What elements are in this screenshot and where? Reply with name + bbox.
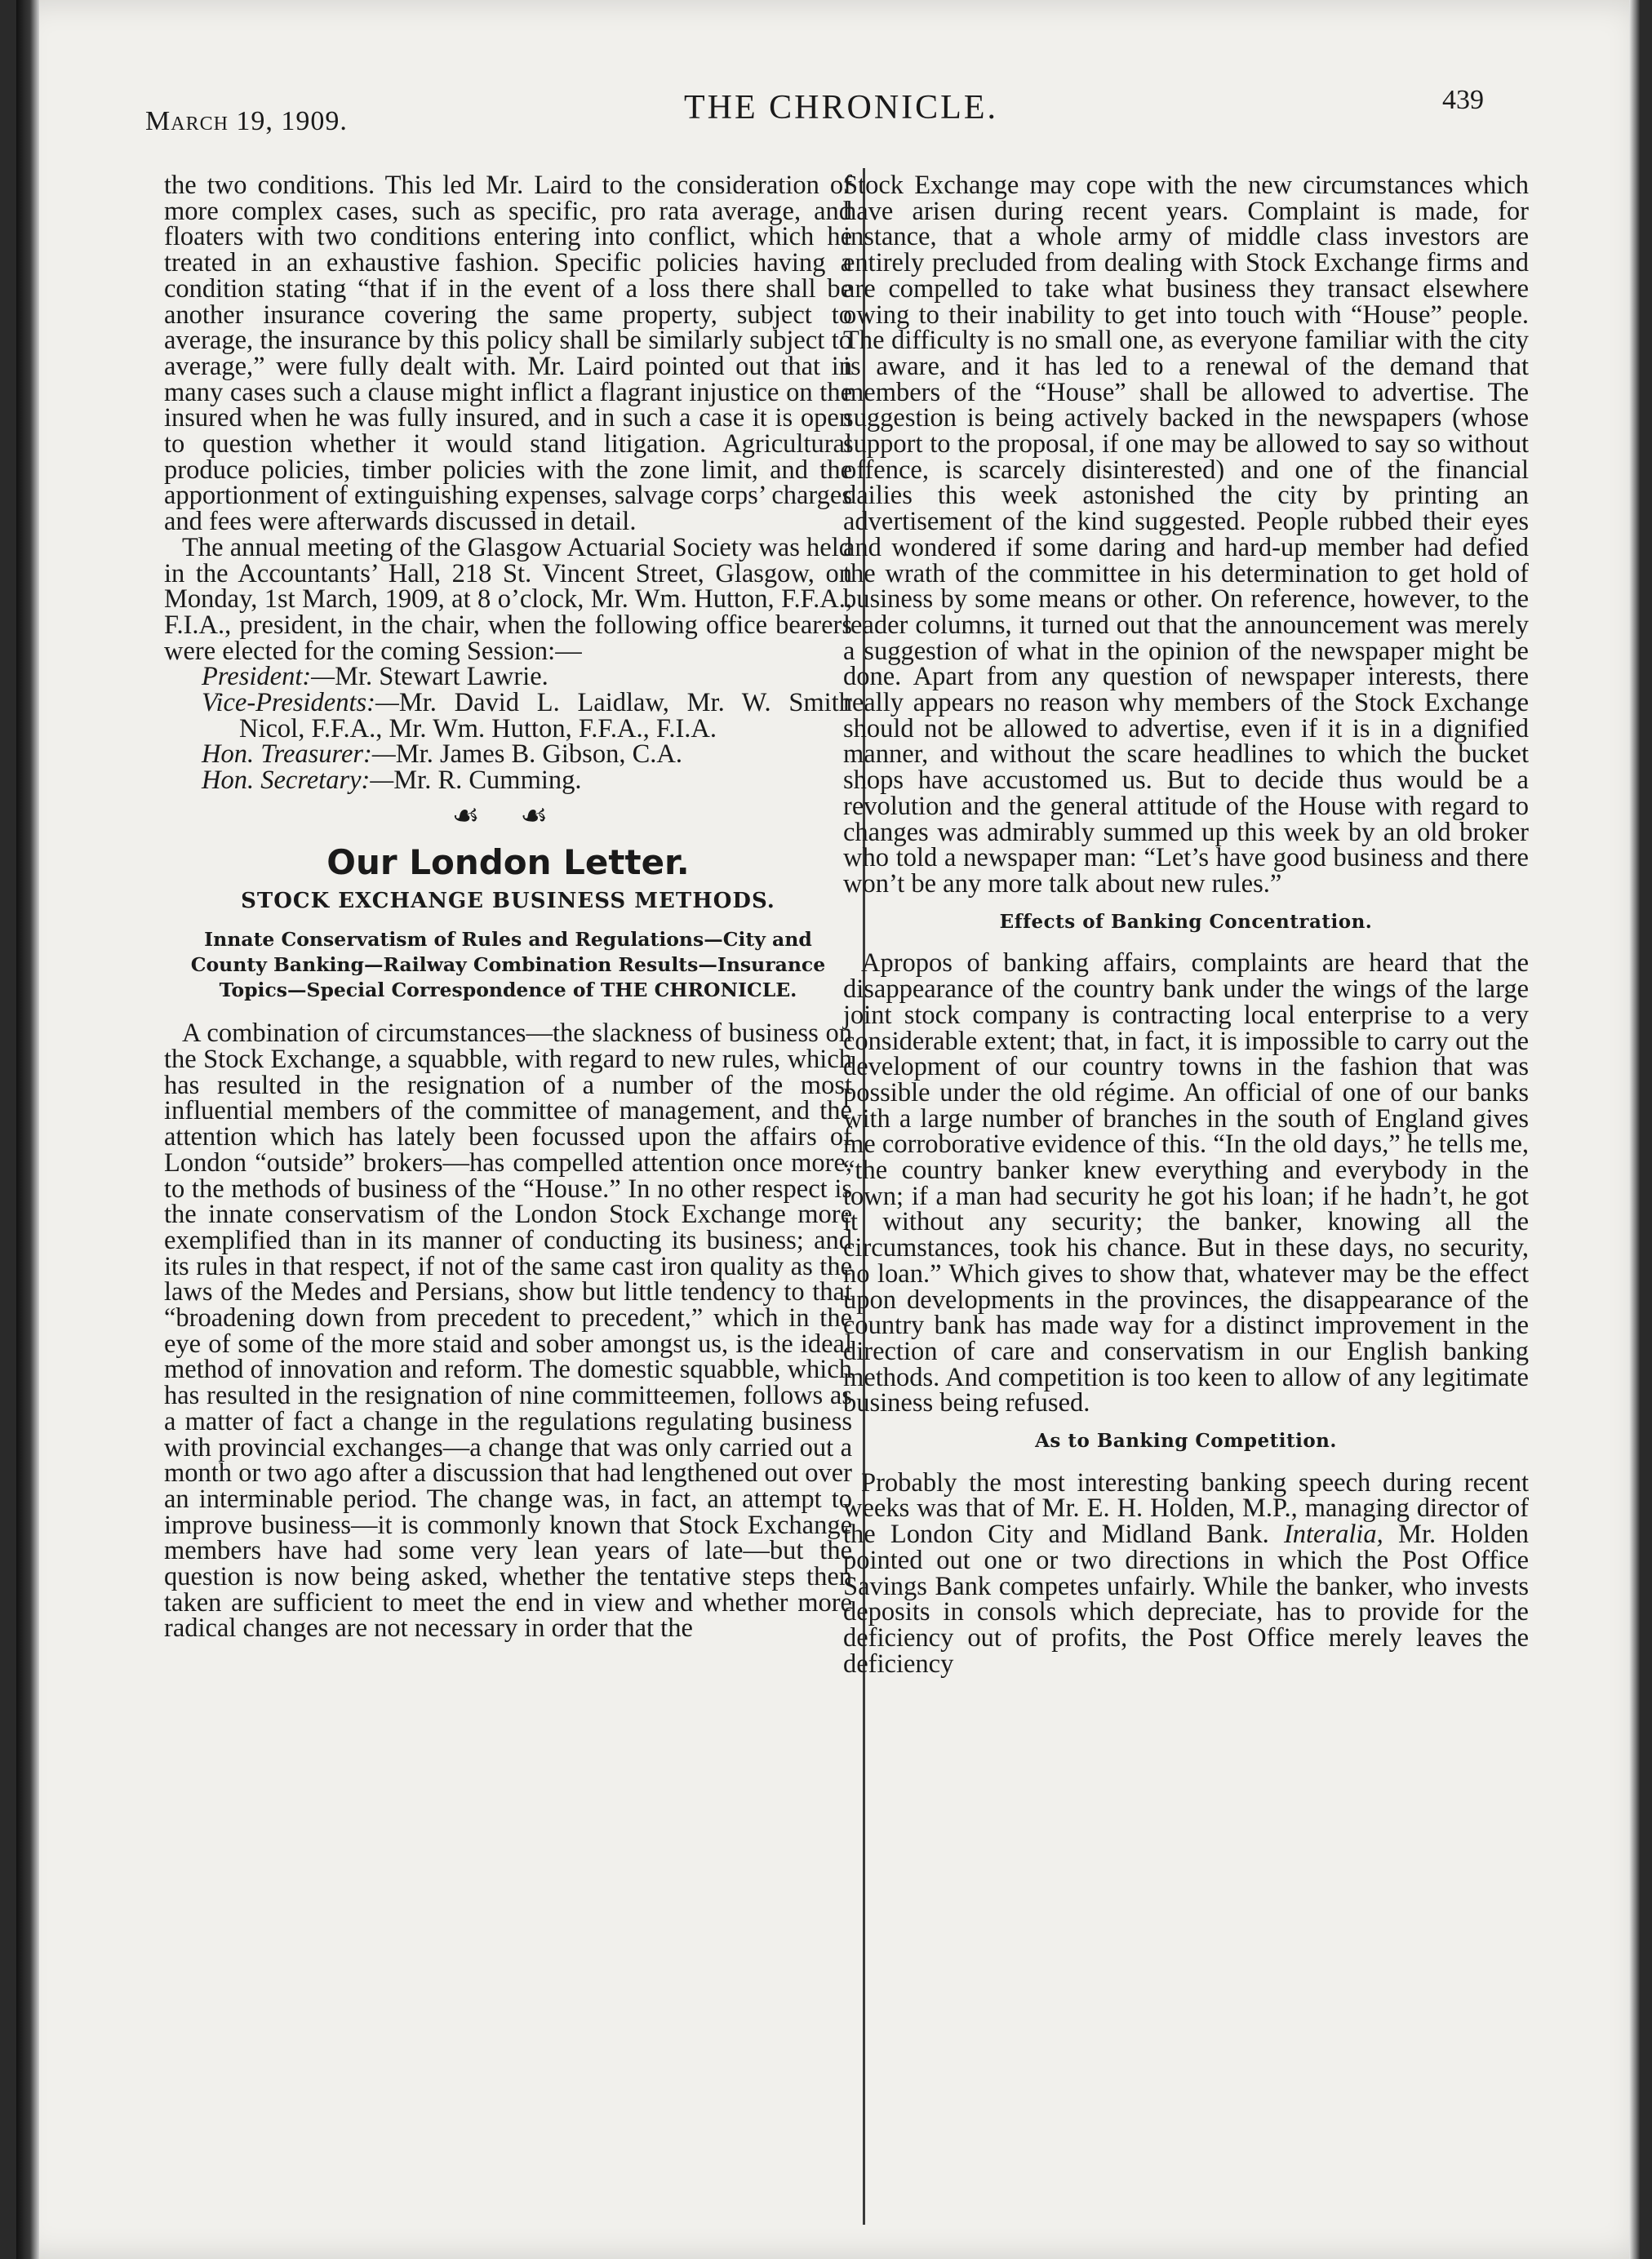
- left-column: [164, 173, 852, 1642]
- officer-role: Hon. Treasurer:—: [202, 739, 396, 770]
- text-run: Mr. Holden pointed out one or two directions in which the Post Office Savings Bank competes unfairly. While the banker, who invests deposits in consols which depreciate, has to provide for the deficiency out of profits, the Post Office merely leaves the deficiency: [843, 1520, 1529, 1679]
- paragraph-stock-exchange-continued: Stock Exchange may cope with the new circumstances which have arisen during recent years. Complaint is made, for instance, that a whole army of middle class investors are entirely precluded from dealing with Stock Exchange firms and are compelled to take what business they transact elsewhere owing to their inability to get into touch with “House” people. The difficulty is no small one, as everyone familiar with the city is aware, and it has led to a renewal of the demand that members of the “House” shall be allowed to advertise. The suggestion is being actively backed in the newspapers (whose support to the proposal, if one may be allowed to say so without offence, is scarcely disinterested) and one of the financial dailies this week astonished the city by printing an advertisement of the kind suggested. People rubbed their eyes and wondered if some daring and hard-up member had defied the wrath of the committee in his determination to get hold of business by some means or other. On reference, however, to the leader columns, it turned out that the announcement was merely a suggestion of what in the opinion of the newspaper might be done. Apart from any question of newspaper interests, there really appears no reason why members of the Stock Exchange should not be allowed to advertise, even if it is in a dignified manner, and without the scare headlines to which the bucket shops have accustomed us. But to decide thus would be a revolution and the general attitude of the House with regard to changes was admirably summed up this week by an old broker who told a newspaper man: “Let’s have good business and there won’t be any more talk about new rules.”: [843, 171, 1529, 899]
- paragraph-banking-concentration: Apropos of banking affairs, complaints are heard that the disappearance of the country bank under the wings of the large joint stock company is contracting local enterprise to a very considerable extent; that, in fact, it is impossible to carry out the development of our country towns in the fashion that was possible under the old régime. An official of one of our banks with a large number of branches in the south of England gives me corroborative evidence of this. “In the old days,” he tells me, “the country banker knew everything and everybody in the town; if a man had security he got his loan; if he hadn’t, he got it without any security; the banker, knowing all the circumstances, took his chance. But in these days, no security, no loan.” Which gives to show that, whatever may be the effect upon developments in the provinces, the disappearance of the country bank has made way for a distinct improvement in the direction of care and conservatism in our English banking methods. And competition is too keen to allow of any legitimate business being refused.: [843, 948, 1529, 1418]
- paragraph-glasgow-meeting: The annual meeting of the Glasgow Actuarial Society was held in the Accountants’ Hall, 218 St. Vincent Street, Glasgow, on Monday, 1st March, 1909, at 8 o’clock, Mr. Wm. Hutton, F.F.A., F.I.A., president, in the chair, when the following office bearers were elected for the coming Session:—: [164, 532, 852, 666]
- page-edge: [1629, 0, 1641, 2259]
- page-header: [145, 82, 1484, 139]
- subhead-banking-competition: As to Banking Competition.: [1035, 1430, 1337, 1453]
- officer-vice-presidents: [202, 690, 852, 742]
- officer-president: [202, 664, 852, 690]
- subhead-banking-concentration: Effects of Banking Concentration.: [999, 910, 1373, 933]
- section-title: Our London Letter.: [326, 841, 690, 882]
- newspaper-page: [16, 0, 1641, 2259]
- paragraph-stock-exchange: A combination of circumstances—the slackness of business on the Stock Exchange, a squabble, with regard to new rules, which has resulted in the resignation of a number of the most influential members of the committee of management, and the attention which has lately been focussed upon the affairs of London “outside” brokers—has compelled attention once more, to the methods of business of the “House.” In no other respect is the innate conservatism of the London Stock Exchange more exemplified than in its manner of conducting its business; and its rules in that respect, if not of the same cast iron quality as the laws of the Medes and Persians, show but little tendency to that “broadening down from precedent to precedent,” which in the eye of some of the more staid and sober amongst us, is the ideal method of innovation and reform. The domestic squabble, which has resulted in the resignation of nine committeemen, follows as a matter of fact a change in the regulations regulating business with provincial exchanges—a change that was only carried out a month or two ago after a discussion that had lengthened out over an interminable period. The change was, in fact, an attempt to improve business—it is commonly known that Stock Exchange members have had some very lean years of late—but the question is now being asked, whether the tentative steps then taken are sufficient to meet the end in view and whether more radical changes are not necessary in order that the: [164, 1019, 852, 1644]
- paragraph-banking-competition: [843, 1467, 1529, 1679]
- right-column: [843, 173, 1529, 1677]
- officer-role: Vice-Presidents:—: [202, 688, 399, 718]
- binding-edge: [16, 0, 39, 2259]
- header-date: March 19, 1909.: [145, 106, 348, 136]
- officer-treasurer: [202, 739, 852, 770]
- officer-secretary: [202, 768, 852, 794]
- officer-role: Hon. Secretary:—: [202, 766, 394, 796]
- paragraph-laird-conditions: the two conditions. This led Mr. Laird to the consideration of more complex cases, such as specific, pro rata average, and floaters with two conditions entering into conflict, which he treated in an exhaustive fashion. Specific policies having a condition stating “that if in the event of a loss there shall be another insurance covering the same property, subject to average, the insurance by this policy shall be similarly subject to average,” were fully dealt with. Mr. Laird pointed out that in many cases such a clause might inflict a flagrant injustice on the insured when he was fully insured, and in such a case it is open to question whether it would stand litigation. Agricultural produce policies, timber policies with the zone limit, and the apportionment of extinguishing expenses, salvage corps’ charges and fees were afterwards discussed in detail.: [164, 171, 852, 537]
- officer-name: Mr. Stewart Lawrie.: [335, 662, 548, 692]
- officer-name: Mr. R. Cumming.: [393, 766, 582, 796]
- header-page-number: 439: [1442, 85, 1484, 115]
- fleuron-ornament: ☙ ☙: [451, 798, 565, 833]
- header-title: THE CHRONICLE.: [684, 89, 998, 126]
- text-run: Probably the most interesting banking speech during recent weeks was that of Mr. E. H. Holden, M.P., managing director of the London City and Midland Bank.: [843, 1467, 1529, 1550]
- text-run-italic: Interalia,: [1283, 1520, 1383, 1550]
- officer-name: Mr. James B. Gibson, C.A.: [395, 739, 682, 770]
- section-subtitle: STOCK EXCHANGE BUSINESS METHODS.: [241, 888, 775, 913]
- section-description: Innate Conservatism of Rules and Regulations—City and County Banking—Railway Combination Results—Insurance Topics—Special Correspondence of THE CHRONICLE.: [190, 928, 826, 1002]
- officer-role: President:—: [202, 662, 335, 692]
- officer-name: Mr. David L. Laidlaw, Mr. W. Smith Nicol, F.F.A., Mr. Wm. Hutton, F.F.A., F.I.A.: [239, 688, 852, 743]
